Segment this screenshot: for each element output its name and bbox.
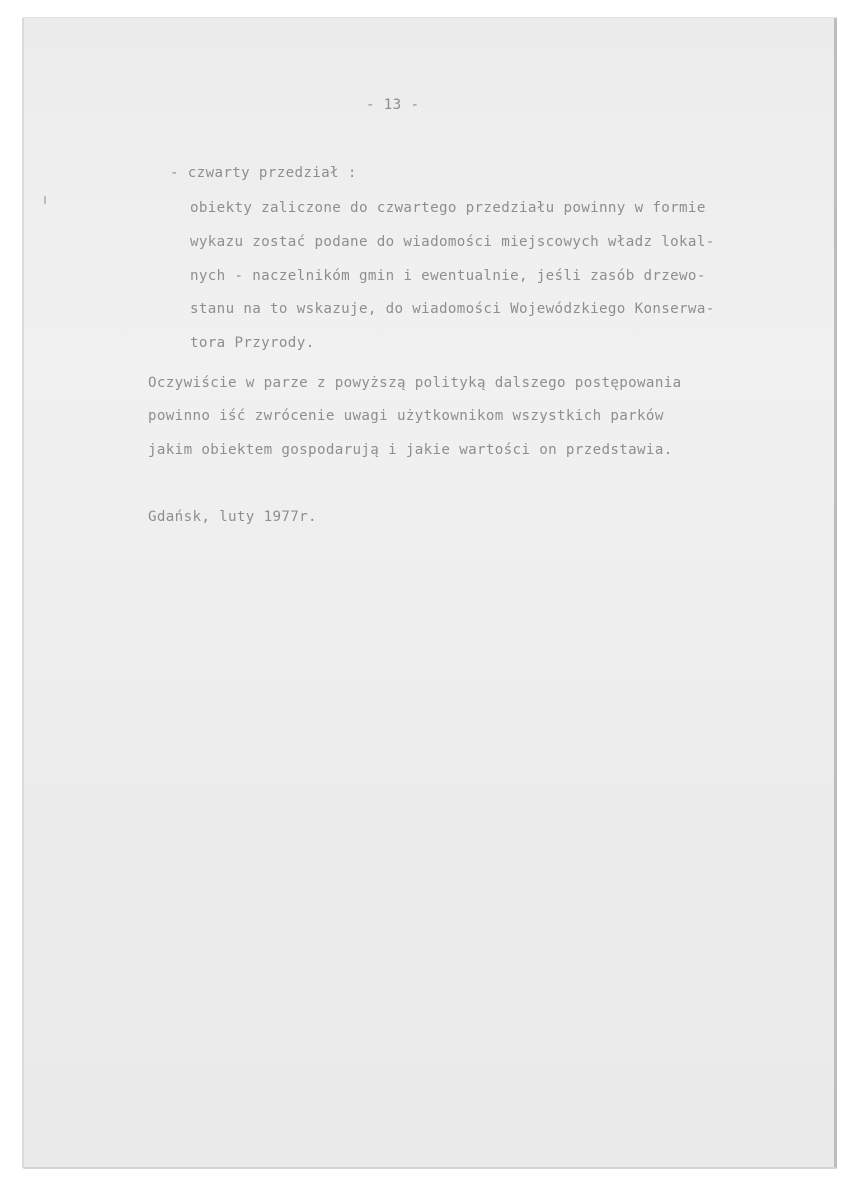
paragraph-line: jakim obiektem gospodarują i jakie wartości on przedstawia. xyxy=(148,442,673,458)
section-line: obiekty zaliczone do czwartego przedziału powinny w formie xyxy=(190,200,706,216)
scan-mark xyxy=(44,196,46,204)
paragraph-line: Oczywiście w parze z powyższą polityką dalszego postępowania xyxy=(148,375,682,391)
section-line: stanu na to wskazuje, do wiadomości Wojewódzkiego Konserwa- xyxy=(190,301,715,317)
section-line: nych - naczelnikóm gmin i ewentualnie, jeśli zasób drzewo- xyxy=(190,268,706,284)
paper-right-edge xyxy=(834,18,837,1168)
paper-sheet xyxy=(24,18,836,1168)
section-line: wykazu zostać podane do wiadomości miejscowych władz lokal- xyxy=(190,234,715,250)
page-number: - 13 - xyxy=(366,97,420,113)
paper-left-edge xyxy=(22,18,24,1168)
section-line: tora Przyrody. xyxy=(190,335,315,351)
section-heading: - czwarty przedział : xyxy=(170,165,357,181)
place-date: Gdańsk, luty 1977r. xyxy=(148,509,317,525)
paragraph-line: powinno iść zwrócenie uwagi użytkownikom wszystkich parków xyxy=(148,408,664,424)
paper-bottom-edge xyxy=(24,1167,836,1169)
